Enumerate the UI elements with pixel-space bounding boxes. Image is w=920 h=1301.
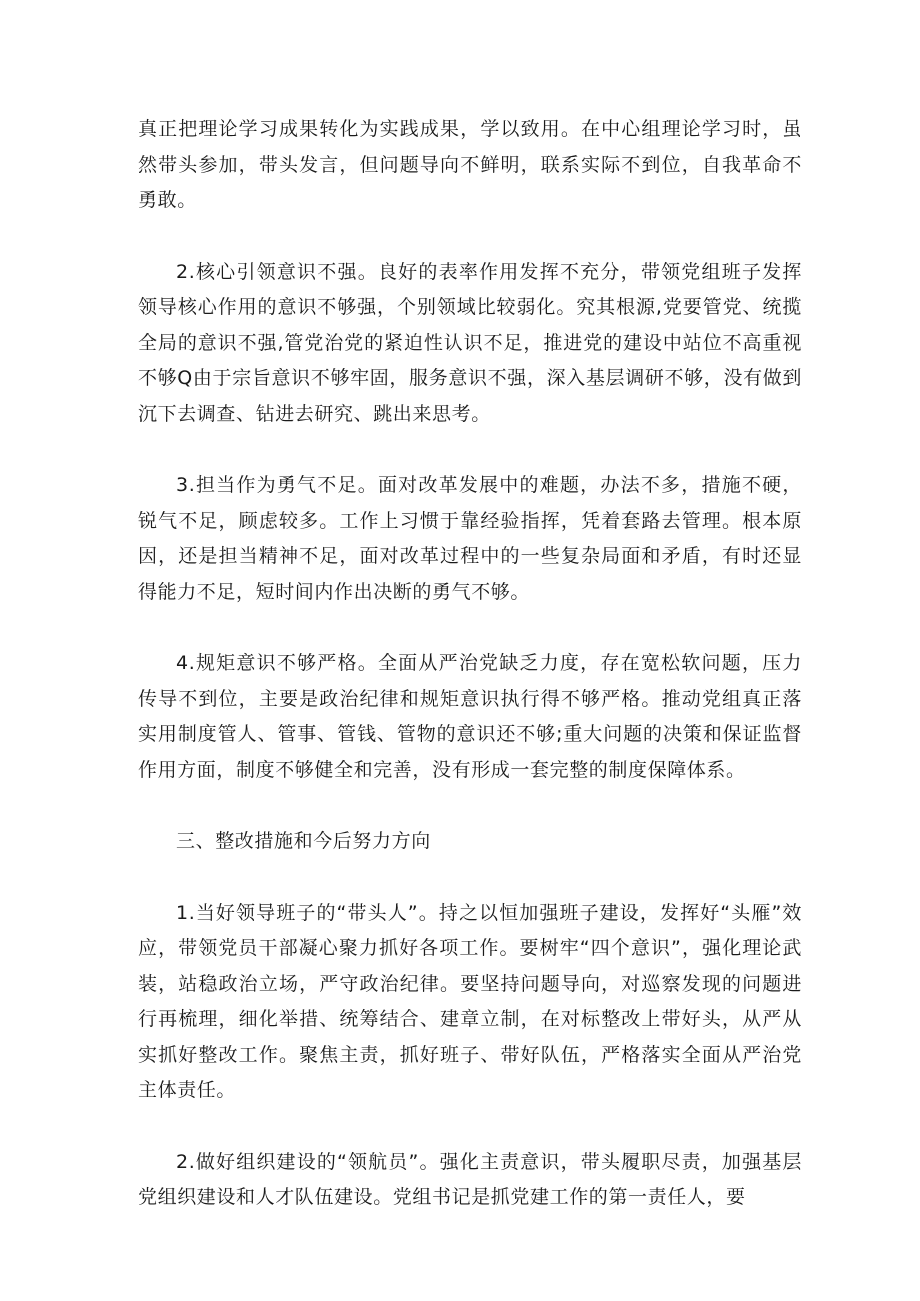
paragraph-measure-2: 2.做好组织建设的“领航员”。强化主责意识，带头履职尽责，加强基层党组织建设和人才队伍建设。党组书记是抓党建工作的第一责任人，要 [138, 1150, 802, 1208]
paragraph-item-3: 3.担当作为勇气不足。面对改革发展中的难题，办法不多，措施不硬，锐气不足，顾虑较多。工作上习惯于靠经验指挥，凭着套路去管理。根本原因，还是担当精神不足，面对改革过程中的一些复杂局面和矛盾，有时还显得能力不足，短时间内作出决断的勇气不够。 [138, 474, 802, 603]
paragraph-gap [138, 1109, 802, 1145]
paragraph-gap [138, 610, 802, 646]
section-heading: 三、整改措施和今后努力方向 [176, 830, 431, 852]
paragraph-gap [138, 219, 802, 255]
paragraph-gap [138, 860, 802, 896]
paragraph-continuation: 真正把理论学习成果转化为实践成果，学以致用。在中心组理论学习时，虽然带头参加，带头发言，但问题导向不鲜明，联系实际不到位，自我革命不勇敢。 [138, 118, 802, 211]
document-page [138, 112, 802, 1216]
paragraph-item-4: 4.规矩意识不够严格。全面从严治党缺乏力度，存在宽松软问题，压力传导不到位，主要是政治纪律和规矩意识执行得不够严格。推动党组真正落实用制度管人、管事、管钱、管物的意识还不够;重大问题的决策和保证监督作用方面，制度不够健全和完善，没有形成一套完整的制度保障体系。 [138, 652, 802, 781]
paragraph-gap [138, 432, 802, 468]
paragraph-item-2: 2.核心引领意识不强。良好的表率作用发挥不充分，带领党组班子发挥领导核心作用的意识不够强，个别领域比较弱化。究其根源,党要管党、统揽全局的意识不强,管党治党的紧迫性认识不足，推进党的建设中站位不高重视不够Q由于宗旨意识不够牢固，服务意识不强，深入基层调研不够，没有做到沉下去调查、钻进去研究、跳出来思考。 [138, 260, 802, 425]
paragraph-measure-1: 1.当好领导班子的“带头人”。持之以恒加强班子建设，发挥好“头雁”效应，带领党员干部凝心聚力抓好各项工作。要树牢“四个意识”，强化理论武装，站稳政治立场，严守政治纪律。要坚持问题导向，对巡察发现的问题进行再梳理，细化举措、统筹结合、建章立制，在对标整改上带好头，从严从实抓好整改工作。聚焦主责，抓好班子、带好队伍，严格落实全面从严治党主体责任。 [138, 901, 802, 1101]
paragraph-gap [138, 788, 802, 824]
